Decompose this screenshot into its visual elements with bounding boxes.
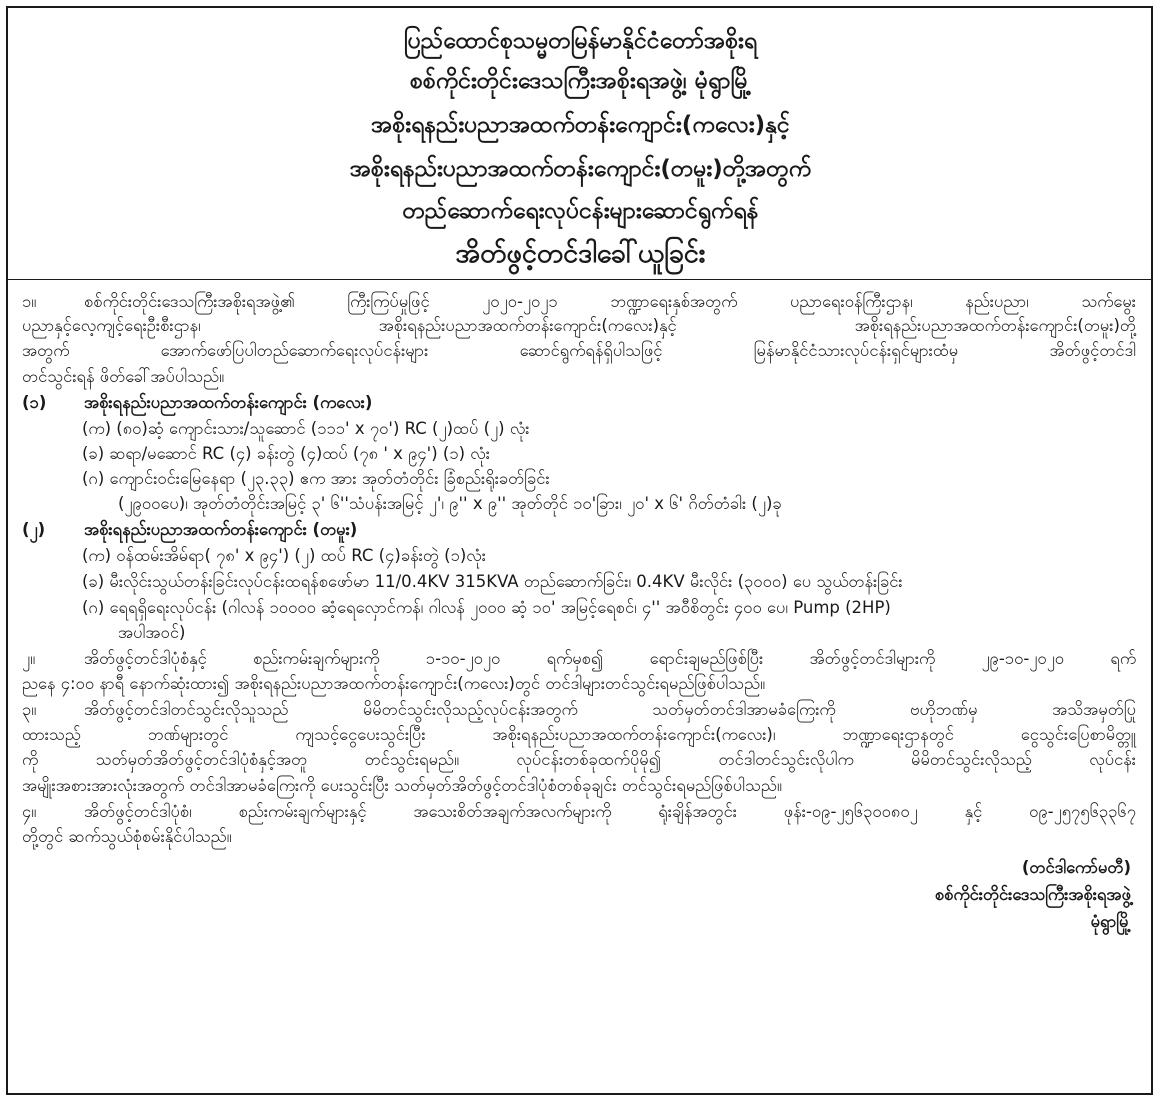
- signature-government: စစ်ကိုင်းတိုင်းဒေသကြီးအစိုးရအဖွဲ့: [934, 885, 1131, 904]
- section1-item-a: (က) (၈၀)ဆံ့ ကျောင်းသား/သူဆောင် (၁၁၁' x ၇၀') RC (၂)ထပ် (၂) လုံး: [82, 419, 530, 438]
- para1-line-1: စစ်ကိုင်းတိုင်းဒေသကြီးအစိုးရအဖွဲ့၏ ကြီးကြပ်မှုဖြင့် ၂၀၂၀-၂၀၂၁ ဘဏ္ဍာရေးနှစ်အတွက် ပညာရေးဝန်ကြီးဌာန၊ နည်းပညာ၊ သက်မွေး: [84, 292, 1136, 311]
- section1-item-c-line-1: (ဂ) ကျောင်းဝင်းမြေနေရာ (၂၃.၃၃) ဧက အား အုတ်တံတိုင်း ခြံစည်းရိုးခတ်ခြင်း: [82, 469, 550, 488]
- section2-title: အစိုးရနည်းပညာအထက်တန်းကျောင်း (တမူး): [84, 520, 358, 539]
- section2-item-b: (ခ) မီးလိုင်းသွယ်တန်းခြင်းလုပ်ငန်းထရန်စဖော်မာ 11/0.4KV 315KVA တည်ဆောက်ခြင်း၊ 0.4KV မီးလိုင်း (၃၀၀၀) ပေ သွယ်တန်းခြင်း: [82, 572, 903, 591]
- section2-item-c-line-1: (ဂ) ရေရရှိရေးလုပ်ငန်း (ဂါလန် ၁၀၀၀၀ ဆံ့ရေလှောင်ကန်၊ ဂါလန် ၂၀၀၀ ဆံ့ ၁၀' အမြင့်ရေစင်၊ ၄'' အဝီစိတွင်း ၄၀၀ ပေ၊ Pump (2HP): [82, 598, 891, 617]
- tender-notice: [6, 6, 1153, 1095]
- para1-line-4: တင်သွင်းရန် ဖိတ်ခေါ်အပ်ပါသည်။: [22, 367, 225, 386]
- para3-line-3: ကို သတ်မှတ်အိတ်ဖွင့်တင်ဒါပုံစံနှင့်အတူ တင်သွင်းရမည်။ လုပ်ငန်းတစ်ခုထက်ပိုမို၍ တင်ဒါတင်သွင်းလိုပါက မိမိတင်သွင်းလိုသည့် လုပ်ငန်း: [22, 750, 1136, 769]
- para1-line-2: ပညာနှင့်လေ့ကျင့်ရေးဦးစီးဌာန၊ အစိုးရနည်းပညာအထက်တန်းကျောင်း(ကလေး)နှင့် အစိုးရနည်းပညာအထက်တန်းကျောင်း(တမူး)တို့: [22, 316, 1136, 335]
- para4-line-1: အိတ်ဖွင့်တင်ဒါပုံစံ၊ စည်းကမ်းချက်များနှင့် အသေးစိတ်အချက်အလက်များကို ရုံးချိန်အတွင်း ဖုန်း-၀၉-၂၅၆၃၀၀၈၀၂ နှင့် ၀၉-၂၅၇၅၆၃၃၆၇: [84, 802, 1136, 821]
- section2-item-a: (က) ဝန်ထမ်းအိမ်ရာ( ၇၈' x ၉၄') (၂) ထပ် RC (၄)ခန်းတွဲ (၁)လုံး: [82, 546, 486, 565]
- para2-line-1: အိတ်ဖွင့်တင်ဒါပုံစံနှင့် စည်းကမ်းချက်များကို ၁-၁၀-၂၀၂၀ ရက်မှစ၍ ရောင်းချမည်ဖြစ်ပြီး အိတ်ဖွင့်တင်ဒါများကို ၂၉-၁၀-၂၀၂၀ ရက်: [84, 649, 1136, 668]
- header-line-2: စစ်ကိုင်းတိုင်းဒေသကြီးအစိုးရအဖွဲ့၊ မုံရွာမြို့: [409, 68, 752, 94]
- header-line-3: အစိုးရနည်းပညာအထက်တန်းကျောင်း(ကလေး)နှင့်: [371, 112, 790, 138]
- section1-title: အစိုးရနည်းပညာအထက်တန်းကျောင်း (ကလေး): [84, 393, 373, 412]
- para1-line-3: အတွက် အောက်ဖော်ပြပါတည်ဆောက်ရေးလုပ်ငန်းများ ဆောင်ရွက်ရန်ရှိပါသဖြင့် မြန်မာနိုင်ငံသားလုပ်ငန်းရှင်များထံမှ အိတ်ဖွင့်တင်ဒါ: [22, 341, 1136, 360]
- header-line-5: တည်ဆောက်ရေးလုပ်ငန်းများဆောင်ရွက်ရန်: [402, 198, 759, 224]
- header-line-1: ပြည်ထောင်စုသမ္မတမြန်မာနိုင်ငံတော်အစိုးရ: [403, 28, 758, 54]
- para4-number: ၄။: [22, 802, 37, 821]
- section2-number: (၂): [22, 520, 46, 539]
- para2-number: ၂။: [22, 649, 36, 668]
- page-title: အိတ်ဖွင့်တင်ဒါခေါ်ယူခြင်း: [455, 238, 706, 269]
- signature-committee: (တင်ဒါကော်မတီ): [1021, 858, 1131, 877]
- para3-line-4: အမျိုးအစားအားလုံးအတွက် တင်ဒါအာမခံကြေးကို ပေးသွင်းပြီး သတ်မှတ်အိတ်ဖွင့်တင်ဒါပုံစံတစ်ခုချင်း တင်သွင်းရမည်ဖြစ်ပါသည်။: [22, 776, 782, 795]
- para4-line-2: တို့တွင် ဆက်သွယ်စုံစမ်းနိုင်ပါသည်။: [22, 827, 232, 846]
- header-line-4: အစိုးရနည်းပညာအထက်တန်းကျောင်း(တမူး)တို့အတွက်: [349, 156, 812, 182]
- section1-item-b: (ခ) ဆရာ/မဆောင် RC (၄) ခန်းတွဲ (၄)ထပ် (၇၈ ' x ၉၄') (၁) လုံး: [82, 444, 490, 463]
- section1-item-c-line-2: (၂၉၀၀ပေ)၊ အုတ်တံတိုင်းအမြင့် ၃' ၆''သံပန်းအမြင့် ၂'၊ ၉'' x ၉'' အုတ်တိုင် ၁၀'ခြား၊ ၂၀' x ၆' ဂိတ်တံခါး (၂)ခု: [118, 494, 782, 513]
- para3-line-2: ထားသည့် ဘဏ်များတွင် ကျသင့်ငွေပေးသွင်းပြီး အစိုးရနည်းပညာအထက်တန်းကျောင်း(ကလေး)၊ ဘဏ္ဍာရေးဌာနတွင် ငွေသွင်းပြေစာမိတ္တူ: [22, 725, 1136, 744]
- signature-city: မုံရွာမြို့: [1090, 912, 1131, 931]
- para3-line-1: အိတ်ဖွင့်တင်ဒါတင်သွင်းလိုသူသည် မိမိတင်သွင်းလိုသည့်လုပ်ငန်းအတွက် သတ်မှတ်တင်ဒါအာမခံကြေးကို ဗဟိုဘဏ်မှ အသိအမှတ်ပြု: [84, 700, 1136, 719]
- section1-number: (၁): [22, 393, 47, 412]
- para1-number: ၁။: [22, 292, 37, 311]
- section2-item-c-line-2: အပါအဝင်): [118, 623, 186, 642]
- header-divider: [8, 279, 1153, 280]
- para3-number: ၃။: [22, 700, 37, 719]
- para2-line-2: ညနေ ၄:၀၀ နာရီ နောက်ဆုံးထား၍ အစိုးရနည်းပညာအထက်တန်းကျောင်း(ကလေး)တွင် တင်ဒါများတင်သွင်းရမည်ဖြစ်ပါသည်။: [22, 674, 766, 693]
